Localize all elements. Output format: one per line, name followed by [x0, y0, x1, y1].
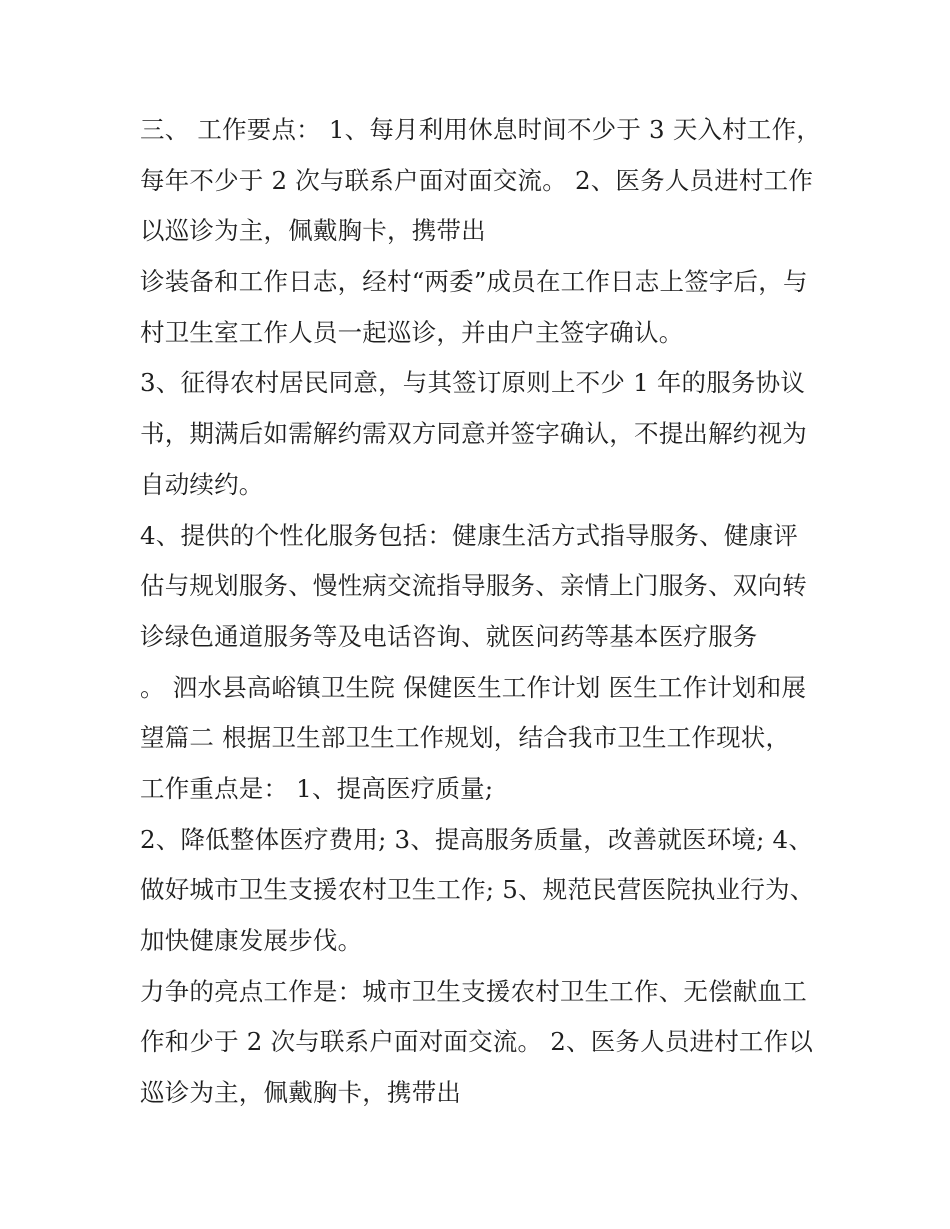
text-line: 3、征得农村居民同意，与其签订原则上不少 1 年的服务协议: [140, 368, 806, 398]
text-line: 作和少于 2 次与联系户面对面交流。 2、医务人员进村工作以: [140, 1027, 814, 1057]
text-line: 做好城市卫生支援农村卫生工作; 5、规范民营医院执业行为、: [140, 875, 815, 905]
text-line: 村卫生室工作人员一起巡诊，并由户主签字确认。: [140, 317, 684, 347]
text-line: 力争的亮点工作是：城市卫生支援农村卫生工作、无偿献血工: [140, 976, 807, 1006]
text-line: 2、降低整体医疗费用; 3、提高服务质量，改善就医环境; 4、: [140, 824, 814, 854]
document-body: [140, 105, 820, 1119]
text-line: 4、提供的个性化服务包括：健康生活方式指导服务、健康评: [140, 520, 798, 550]
text-line: 估与规划服务、慢性病交流指导服务、亲情上门服务、双向转: [140, 571, 807, 601]
text-line: 每年不少于 2 次与联系户面对面交流。 2、医务人员进村工作: [140, 165, 814, 195]
text-line: 书，期满后如需解约需双方同意并签字确认，不提出解约视为: [140, 419, 807, 449]
text-line: 诊绿色通道服务等及电话咨询、就医问药等基本医疗服务: [140, 621, 758, 651]
text-line: 望篇二 根据卫生部卫生工作规划，结合我市卫生工作现状，: [140, 723, 791, 753]
text-line: 三、 工作要点： 1、每月利用休息时间不少于 3 天入村工作，: [140, 115, 822, 144]
text-line: 巡诊为主，佩戴胸卡，携带出: [140, 1078, 462, 1108]
text-line: 自动续约。: [140, 469, 264, 499]
text-line: 。 泗水县高峪镇卫生院 保健医生工作计划 医生工作计划和展: [140, 672, 807, 702]
text-line: 工作重点是： 1、提高医疗质量;: [140, 773, 494, 803]
text-line: 加快健康发展步伐。: [140, 926, 363, 955]
text-line: 以巡诊为主，佩戴胸卡，携带出: [140, 216, 486, 246]
text-line: 诊装备和工作日志，经村“两委”成员在工作日志上签字后，与: [140, 267, 808, 297]
